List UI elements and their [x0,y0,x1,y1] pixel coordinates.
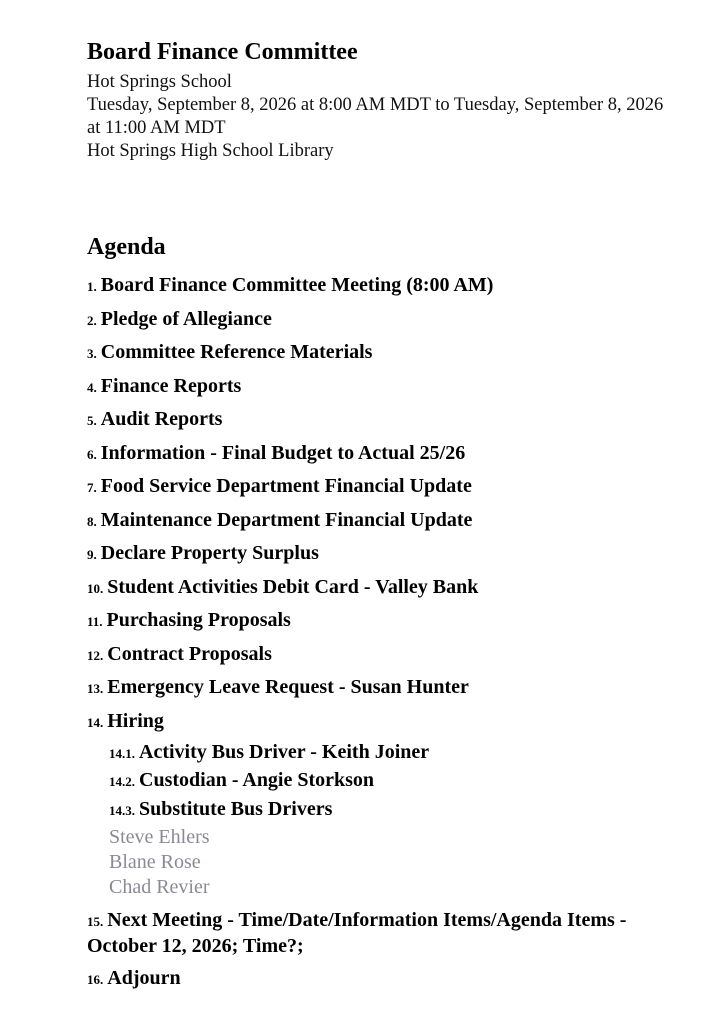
item-number: 3. [87,346,97,361]
item-number: 1. [87,279,97,294]
item-number: 16. [87,972,104,987]
item-label: Emergency Leave Request - Susan Hunter [107,676,469,698]
item-label: Declare Property Surplus [100,542,319,564]
item-label: Contract Proposals [107,642,272,665]
item-number: 15. [87,913,104,929]
agenda-item-9 [87,541,667,567]
agenda-item-2 [87,307,667,333]
agenda-item-15 [87,908,667,959]
item-number: 6. [87,446,97,462]
subitem-label: Substitute Bus Drivers [139,797,333,820]
substitute-driver-name: Blane Rose [109,851,201,873]
item-label: Hiring [107,709,164,732]
item-number: 2. [87,312,97,328]
item-label: Student Activities Debit Card - Valley Bank [107,575,479,598]
agenda-item-3 [87,340,667,366]
item-label: Finance Reports [100,374,242,397]
subitem-label: Activity Bus Driver - Keith Joiner [139,740,430,763]
agenda-item-12 [87,642,667,668]
item-number: 9. [87,547,97,562]
agenda-item-14 [87,709,667,901]
item-number: 12. [87,647,104,663]
item-label: Information - Final Budget to Actual 25/26 [100,441,466,464]
agenda-item-16 [87,966,667,992]
item-label: Pledge of Allegiance [100,307,272,330]
agenda-item-8 [87,508,667,534]
substitute-drivers-list [109,825,667,900]
item-label: Audit Reports [100,408,223,430]
agenda-subitem-14-2 [109,768,667,794]
subitem-number: 14.3. [109,802,135,818]
agenda-subitem-14-3 [109,797,667,823]
item-label: Food Service Department Financial Update [100,475,472,497]
item-number: 10. [87,580,104,596]
meeting-datetime: Tuesday, September 8, 2026 at 8:00 AM MDT to Tuesday, September 8, 2026 at 11:00 AM MDT [87,95,664,138]
agenda-item-11 [87,608,667,634]
agenda-item-5 [87,407,667,433]
substitute-driver-name: Chad Revier [109,876,210,898]
meeting-location: Hot Springs High School Library [87,141,334,161]
item-label: Board Finance Committee Meeting (8:00 AM) [100,274,494,296]
item-label: Next Meeting - Time/Date/Information Items/Agenda Items - October 12, 2026; Time?; [87,908,627,957]
agenda-document [87,36,667,1000]
agenda-item-6 [87,441,667,467]
item-label: Adjourn [107,967,181,989]
substitute-driver-name: Steve Ehlers [109,826,210,848]
agenda-item-7 [87,474,667,500]
agenda-item-1 [87,273,667,299]
subitem-label: Custodian - Angie Storkson [139,769,375,791]
item-label: Maintenance Department Financial Update [100,508,473,531]
organization-name: Hot Springs School [87,72,232,92]
agenda-list [87,273,667,992]
agenda-heading: Agenda [87,234,166,260]
item-number: 4. [87,379,97,395]
item-number: 11. [87,614,103,629]
agenda-subitem-14-1 [109,740,667,766]
item-number: 13. [87,681,104,696]
agenda-item-10 [87,575,667,601]
item-number: 14. [87,714,104,730]
hiring-sublist [109,740,667,823]
agenda-item-13 [87,675,667,701]
item-number: 8. [87,513,97,529]
item-label: Purchasing Proposals [106,609,291,631]
agenda-item-4 [87,374,667,400]
item-number: 7. [87,480,97,495]
subitem-number: 14.1. [109,745,135,761]
subitem-number: 14.2. [109,774,135,789]
item-number: 5. [87,413,97,428]
item-label: Committee Reference Materials [100,341,373,363]
page-title: Board Finance Committee [87,39,358,65]
